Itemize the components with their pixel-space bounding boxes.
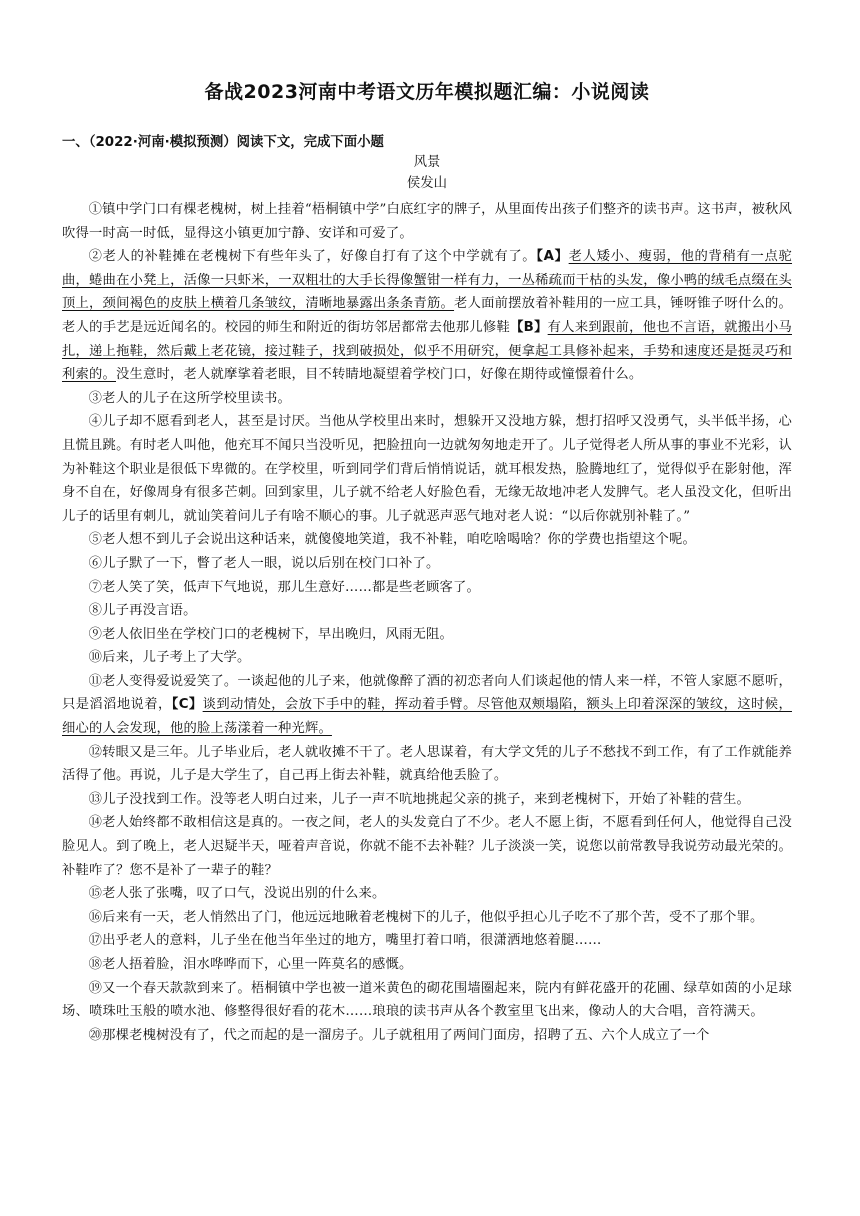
marker-a: 【A】: [536, 249, 569, 265]
underlined-passage-c: 谈到动情处，会放下手中的鞋，挥动着手臂。尽管他双颊塌陷，额头上印着深深的皱纹，这时候，细心的人会发现，他的脸上荡漾着一种光辉。: [62, 697, 792, 737]
story-title: 风景: [413, 155, 441, 170]
paragraph-18: ⑱老人捂着脸，泪水哗哗而下，心里一阵莫名的感慨。: [88, 957, 413, 972]
paragraph-14: ⑭老人始终都不敢相信这是真的。一夜之间，老人的头发竟白了不少。老人不愿上街，不愿看到任何人，他觉得自己没脸见人。到了晚上，老人迟疑半天，哑着声音说，你就不能不去补鞋？儿子淡淡一笑，说您以前常教导我说劳动最光荣的。补鞋咋了？您不是补了一辈子的鞋？: [62, 815, 792, 878]
paragraph-20: ⑳那棵老槐树没有了，代之而起的是一溜房子。儿子就租用了两间门面房，招聘了五、六个人成立了一个: [88, 1027, 710, 1043]
marker-b: 【B】: [510, 319, 548, 335]
paragraph-7: ⑦老人笑了笑，低声下气地说，那儿生意好……都是些老顾客了。: [88, 579, 481, 595]
story-author: 侯发山: [406, 176, 448, 191]
section-heading: 一、（2022·河南·模拟预测）阅读下文，完成下面小题: [62, 135, 384, 150]
paragraph-2-text-a: ②老人的补鞋摊在老槐树下有些年头了，好像自打有了这个中学就有了。: [88, 249, 537, 265]
paragraph-9: ⑨老人依旧坐在学校门口的老槐树下，早出晚归，风雨无阻。: [88, 626, 454, 642]
paragraph-15: ⑮老人张了张嘴，叹了口气，没说出别的什么来。: [88, 886, 386, 902]
story-body: [62, 198, 792, 1047]
underlined-passage-a: 老人矮小、瘦弱，他的背稍有一点驼曲，蜷曲在小凳上，活像一只虾米，一双粗壮的大手长得像蟹钳一样有力，一丛稀疏而干枯的头发，像小鸭的绒毛点缀在头顶上，颈间褐色的皮肤上横着几条皱纹，清晰地暴露出条条青筋。: [62, 249, 793, 312]
paragraph-12: ⑫转眼又是三年。儿子毕业后，老人就收摊不干了。老人思谋着，有大学文凭的儿子不愁找不到工作，有了工作就能养活得了他。再说，儿子是大学生了，自己再上街去补鞋，就真给他丢脸了。: [62, 744, 792, 784]
paragraph-3: ③老人的儿子在这所学校里读书。: [88, 390, 292, 406]
paragraph-13: ⑬儿子没找到工作。没等老人明白过来，儿子一声不吭地挑起父亲的挑子，来到老槐树下，开始了补鞋的营生。: [88, 791, 750, 807]
paragraph-6: ⑥儿子默了一下，瞥了老人一眼，说以后别在校门口补了。: [88, 555, 440, 571]
paragraph-19: ⑲又一个春天款款到来了。梧桐镇中学也被一道米黄色的砌花围墙圈起来，院内有鲜花盛开的花圃、绿草如茵的小足球场、喷珠吐玉般的喷水池、修整得很好看的花木……琅琅的读书声从各个教室里飞出来，像动人的大合唱，音符满天。: [62, 980, 792, 1020]
paragraph-4: ④儿子却不愿看到老人，甚至是讨厌。当他从学校里出来时，想躲开又没地方躲，想打招呼又没勇气，头半低半扬，心且慌且跳。有时老人叫他，他充耳不闻只当没听见，把脸扭向一边就匆匆地走开了。儿子觉得老人所从事的事业不光彩，认为补鞋这个职业是很低下卑微的。在学校里，听到同学们背后悄悄说话，就耳根发热，脸腾地红了，觉得似乎在影射他，浑身不自在，好像周身有很多芒刺。回到家里，儿子就不给老人好脸色看，无缘无故地冲老人发脾气。老人虽没文化，但听出儿子的话里有刺儿，就讪笑着问儿子有啥不顺心的事。儿子就恶声恶气地对老人说：“以后你就别补鞋了。”: [62, 414, 792, 524]
paragraph-8: ⑧儿子再没言语。: [88, 603, 197, 619]
paragraph-2-text-c: 没生意时，老人就摩挲着老眼，目不转睛地凝望着学校门口，好像在期待或憧憬着什么。: [116, 367, 643, 383]
paragraph-10: ⑩后来，儿子考上了大学。: [88, 650, 251, 666]
paragraph-16: ⑯后来有一天，老人悄然出了门，他远远地瞅着老槐树下的儿子，他似乎担心儿子吃不了那个苦，受不了那个罪。: [88, 909, 764, 925]
paragraph-11: [62, 670, 792, 741]
paragraph-1: ①镇中学门口有棵老槐树，树上挂着“梧桐镇中学”白底红字的牌子，从里面传出孩子们整齐的读书声。这书声，被秋风吹得一时高一时低，显得这小镇更加宁静、安详和可爱了。: [62, 202, 792, 241]
paragraph-2-text-b: 老人面前摆放着补鞋用的一应工具，锤呀锥子呀什么的。老人的手艺是远近闻名的。校园的师生和附近的街坊邻居都常去他那儿修鞋: [62, 296, 792, 335]
paragraph-2: [62, 245, 792, 387]
marker-c: 【C】: [171, 697, 203, 713]
paragraph-17: ⑰出乎老人的意料，儿子坐在他当年坐过的地方，嘴里打着口哨，很潇洒地悠着腿……: [88, 933, 602, 949]
paragraph-11-text: ⑪老人变得爱说爱笑了。一谈起他的儿子来，他就像醉了酒的初恋者向人们谈起他的情人来一样，不管人家愿不愿听，只是滔滔地说着，: [62, 673, 792, 713]
document-title: 备战2023河南中考语文历年模拟题汇编：小说阅读: [204, 81, 650, 103]
underlined-passage-b: 有人来到跟前，他也不言语，就搬出小马扎，递上拖鞋，然后戴上老花镜，接过鞋子，找到破损处，似乎不用研究，便拿起工具修补起来，手势和速度还是挺灵巧和利索的。: [62, 319, 792, 383]
paragraph-5: ⑤老人想不到儿子会说出这种话来，就傻傻地笑道，我不补鞋，咱吃啥喝啥？你的学费也指望这个呢。: [88, 532, 696, 548]
